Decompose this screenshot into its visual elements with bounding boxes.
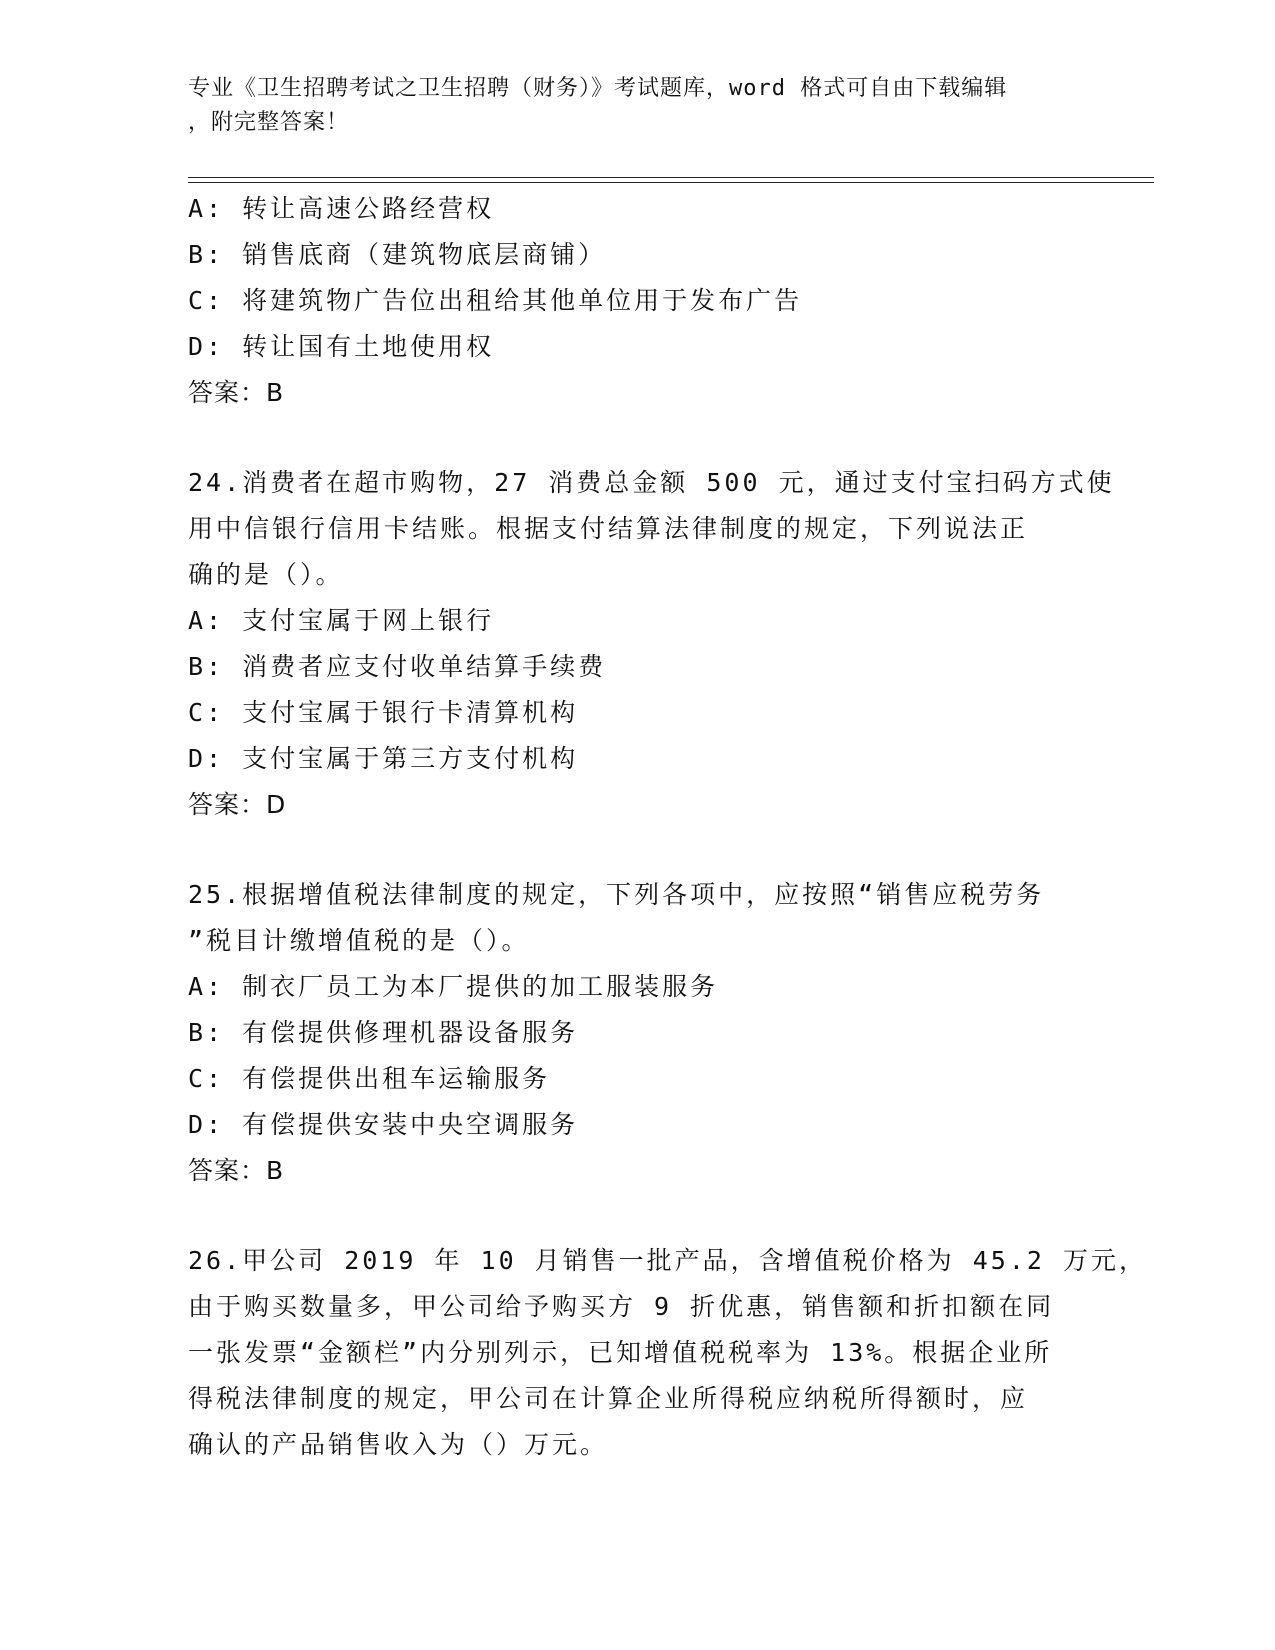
question-list [188,186,1147,1468]
document-header [188,72,1068,140]
header-line-1: 专业《卫生招聘考试之卫生招聘（财务）》考试题库，word 格式可自由下载编辑 [188,76,1008,101]
question-stem [188,460,1115,598]
option-a: A: 转让高速公路经营权 [188,194,495,223]
header-divider-top [188,177,1154,178]
stem-line: 确认的产品销售收入为（）万元。 [188,1430,609,1459]
option-a: A: 支付宝属于网上银行 [188,606,495,635]
stem-line: ”税目计缴增值税的是（）。 [188,926,530,955]
stem-line: 确的是（）。 [188,560,344,589]
question-23 [188,186,1088,416]
option-c: C: 支付宝属于银行卡清算机构 [188,698,579,727]
stem-line: 26.甲公司 2019 年 10 月销售一批产品，含增值税价格为 45.2 万元， [188,1246,1147,1275]
header-divider-bottom [188,182,1154,183]
question-stem [188,872,1088,964]
option-b: B: 销售底商（建筑物底层商铺） [188,240,607,269]
question-26 [188,1238,1147,1468]
question-25 [188,872,1088,1194]
stem-line: 用中信银行信用卡结账。根据支付结算法律制度的规定，下列说法正 [188,514,1029,543]
question-24 [188,460,1115,828]
stem-line: 由于购买数量多，甲公司给予购买方 9 折优惠，销售额和折扣额在同 [188,1292,1055,1321]
option-a: A: 制衣厂员工为本厂提供的加工服装服务 [188,972,719,1001]
option-d: D: 支付宝属于第三方支付机构 [188,744,579,773]
stem-line: 24.消费者在超市购物，27 消费总金额 500 元，通过支付宝扫码方式使 [188,468,1115,497]
option-d: D: 转让国有土地使用权 [188,332,495,361]
option-c: C: 将建筑物广告位出租给其他单位用于发布广告 [188,286,803,315]
answer: 答案：D [188,790,287,819]
option-c: C: 有偿提供出租车运输服务 [188,1064,551,1093]
stem-line: 25.根据增值税法律制度的规定，下列各项中，应按照“销售应税劳务 [188,880,1045,909]
answer: 答案：B [188,1156,285,1185]
question-stem [188,1238,1147,1468]
stem-line: 一张发票“金额栏”内分别列示，已知增值税税率为 13%。根据企业所 [188,1338,1053,1367]
stem-line: 得税法律制度的规定，甲公司在计算企业所得税应纳税所得额时，应 [188,1384,1029,1413]
answer: 答案：B [188,378,285,407]
option-b: B: 有偿提供修理机器设备服务 [188,1018,579,1047]
option-d: D: 有偿提供安装中央空调服务 [188,1110,579,1139]
header-line-2: ，附完整答案！ [188,110,350,135]
option-b: B: 消费者应支付收单结算手续费 [188,652,607,681]
